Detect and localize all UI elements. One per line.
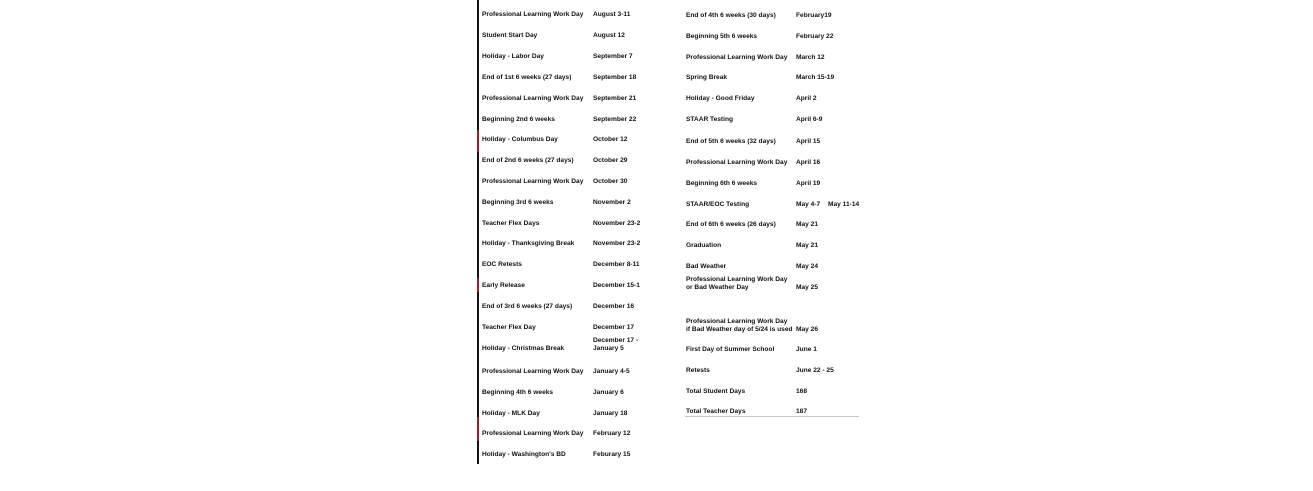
event-name: End of 1st 6 weeks (27 days): [482, 74, 572, 81]
event-date: February 22: [796, 33, 834, 40]
event-date: March 12: [796, 54, 825, 61]
event-name: Holiday - Christmas Break: [482, 345, 565, 352]
event-date: December 17 -: [593, 337, 639, 344]
event-name: Professional Learning Work Day: [686, 54, 788, 61]
event-name: Beginning 5th 6 weeks: [686, 33, 758, 40]
event-date: December 8-11: [593, 261, 640, 268]
event-name: Holiday - Washington's BD: [482, 451, 566, 458]
event-date: November 23-2: [593, 240, 641, 247]
event-name: EOC Retests: [482, 261, 522, 268]
event-date: September 21: [593, 95, 637, 102]
event-name: Beginning 2nd 6 weeks: [482, 116, 555, 123]
red-margin-mark: [477, 417, 479, 441]
event-date: May 24: [796, 263, 818, 270]
event-date: January 4-5: [593, 368, 630, 375]
event-date-extra: May 11-14: [828, 201, 860, 208]
event-date: October 30: [593, 178, 628, 185]
event-name: Professional Learning Work Day: [686, 159, 788, 166]
event-name: or Bad Weather Day: [686, 284, 749, 291]
event-date: October 12: [593, 136, 628, 143]
event-name: Teacher Flex Day: [482, 324, 536, 331]
event-date: May 21: [796, 242, 818, 249]
event-name: Student Start Day: [482, 32, 538, 39]
event-name: Graduation: [686, 242, 722, 249]
event-name: STAAR/EOC Testing: [686, 201, 750, 208]
event-date: May 21: [796, 221, 818, 228]
event-name: Bad Weather: [686, 263, 727, 270]
event-name: Holiday - Columbus Day: [482, 136, 558, 143]
event-date: August 12: [593, 32, 625, 39]
event-date: November 23-2: [593, 220, 641, 227]
event-date: 187: [796, 408, 808, 415]
event-date: December 16: [593, 303, 635, 310]
event-name: Professional Learning Work Day: [686, 318, 788, 325]
event-date: November 2: [593, 199, 631, 206]
event-name: Beginning 4th 6 weeks: [482, 389, 554, 396]
event-date: December 17: [593, 324, 635, 331]
event-date: March 15-19: [796, 74, 835, 81]
event-name: Professional Learning Work Day: [482, 368, 584, 375]
event-name: Holiday - Thanksgiving Break: [482, 240, 575, 247]
event-date: Feburary 15: [593, 451, 631, 458]
event-name: End of 5th 6 weeks (32 days): [686, 138, 776, 145]
event-name: Professional Learning Work Day: [482, 178, 584, 185]
event-date: September 7: [593, 53, 633, 60]
event-date: October 29: [593, 157, 628, 164]
event-name: Holiday - Good Friday: [686, 95, 755, 102]
event-date: April 16: [796, 159, 821, 166]
event-name: Professional Learning Work Day: [482, 11, 584, 18]
event-date: May 25: [796, 284, 818, 291]
event-name: Total Student Days: [686, 388, 746, 395]
event-name: Professional Learning Work Day: [686, 276, 788, 283]
event-name: Total Teacher Days: [686, 408, 746, 415]
event-name: if Bad Weather day of 5/24 is used: [686, 326, 793, 333]
event-name: Spring Break: [686, 74, 728, 81]
left-margin-rule: [477, 0, 479, 464]
event-date: February19: [796, 12, 832, 19]
event-name: Retests: [686, 367, 710, 374]
event-name: STAAR Testing: [686, 116, 734, 123]
event-name: End of 2nd 6 weeks (27 days): [482, 157, 574, 164]
event-date: April 15: [796, 138, 821, 145]
event-name: Teacher Flex Days: [482, 220, 540, 227]
event-name: Beginning 6th 6 weeks: [686, 180, 758, 187]
event-date: April 2: [796, 95, 817, 102]
event-name: Holiday - Labor Day: [482, 53, 544, 60]
event-date: May 4-7: [796, 201, 821, 208]
event-date: May 26: [796, 326, 818, 333]
event-date: February 12: [593, 430, 631, 437]
event-name: Beginning 3rd 6 weeks: [482, 199, 554, 206]
event-date: January 5: [593, 345, 624, 352]
event-name: End of 4th 6 weeks (30 days): [686, 12, 776, 19]
event-name: Holiday - MLK Day: [482, 410, 540, 417]
event-date: January 18: [593, 410, 628, 417]
event-name: First Day of Summer School: [686, 346, 775, 353]
event-date: April 6-9: [796, 116, 823, 123]
event-name: End of 3rd 6 weeks (27 days): [482, 303, 573, 310]
event-date: January 6: [593, 389, 624, 396]
event-date: December 15-1: [593, 282, 640, 289]
event-name: Professional Learning Work Day: [482, 430, 584, 437]
event-date: September 18: [593, 74, 637, 81]
event-name: Professional Learning Work Day: [482, 95, 584, 102]
red-margin-mark: [477, 278, 479, 292]
totals-underline: [685, 416, 859, 417]
event-date: September 22: [593, 116, 637, 123]
event-date: 168: [796, 388, 808, 395]
event-name: End of 6th 6 weeks (26 days): [686, 221, 776, 228]
event-date: June 22 - 25: [796, 367, 834, 374]
red-margin-mark: [477, 130, 479, 152]
event-name: Early Release: [482, 282, 525, 289]
event-date: June 1: [796, 346, 817, 353]
event-date: April 19: [796, 180, 821, 187]
event-date: August 3-11: [593, 11, 631, 18]
